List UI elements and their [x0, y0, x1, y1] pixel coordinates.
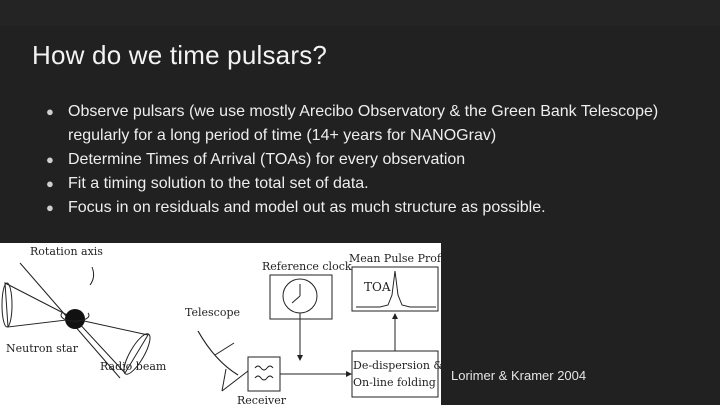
label-radio-beam: Radio beam: [100, 360, 167, 373]
bullet-item: [46, 196, 666, 220]
reference-clock-box: [270, 275, 332, 319]
slide-title: How do we time pulsars?: [32, 40, 328, 70]
bullet-list: [46, 100, 666, 220]
clock-hand: [292, 296, 300, 303]
receiver-box: [248, 357, 280, 391]
label-reference-clock: Reference clock: [262, 260, 352, 273]
bullet-item: [46, 172, 666, 196]
label-neutron-star: Neutron star: [6, 342, 78, 355]
bullet-dot-icon: ●: [46, 176, 54, 191]
neutron-star-icon: [65, 309, 85, 329]
receiver-wave-icon: [255, 376, 273, 380]
figure-caption: Lorimer & Kramer 2004: [451, 368, 587, 383]
telescope-signal-line: [222, 371, 248, 391]
label-toa: TOA: [364, 280, 391, 294]
bullet-dot-icon: ●: [46, 104, 54, 119]
bullet-dot-icon: ●: [46, 152, 54, 167]
arrowhead-icon: [392, 313, 398, 319]
telescope-mount-line: [222, 369, 226, 391]
receiver-wave-icon: [255, 366, 273, 370]
bullet-text: Fit a timing solution to the total set of data.: [68, 175, 369, 192]
pulsar-timing-figure: [0, 243, 455, 405]
label-telescope: Telescope: [185, 306, 240, 319]
label-dedispersion: De-dispersion &: [353, 359, 444, 372]
bullet-text: Determine Times of Arrival (TOAs) for every observation: [68, 151, 466, 168]
label-rotation-axis: Rotation axis: [30, 245, 103, 258]
bullet-item: [46, 148, 666, 172]
bullet-item: [46, 100, 666, 148]
top-band: [0, 0, 720, 26]
arrowhead-icon: [346, 371, 352, 377]
dedispersion-box: [352, 351, 438, 397]
label-online-folding: On-line folding: [353, 376, 436, 389]
label-receiver: Receiver: [237, 394, 286, 405]
telescope-feed-line: [215, 343, 234, 355]
bullet-text: Focus in on residuals and model out as much structure as possible.: [68, 199, 546, 216]
bullet-text: Observe pulsars (we use mostly Arecibo Observatory & the Green Bank Telescope) regularly for a long period of time (14+ years for NANOGrav): [68, 103, 659, 144]
label-pointer-rotation: [90, 267, 94, 285]
label-mean-pulse-profile: Mean Pulse Profile: [349, 252, 455, 265]
bullet-dot-icon: ●: [46, 200, 54, 215]
pulsar-timing-diagram: [0, 243, 455, 405]
radio-beam-cone-left: [5, 283, 75, 327]
arrowhead-icon: [297, 355, 303, 361]
